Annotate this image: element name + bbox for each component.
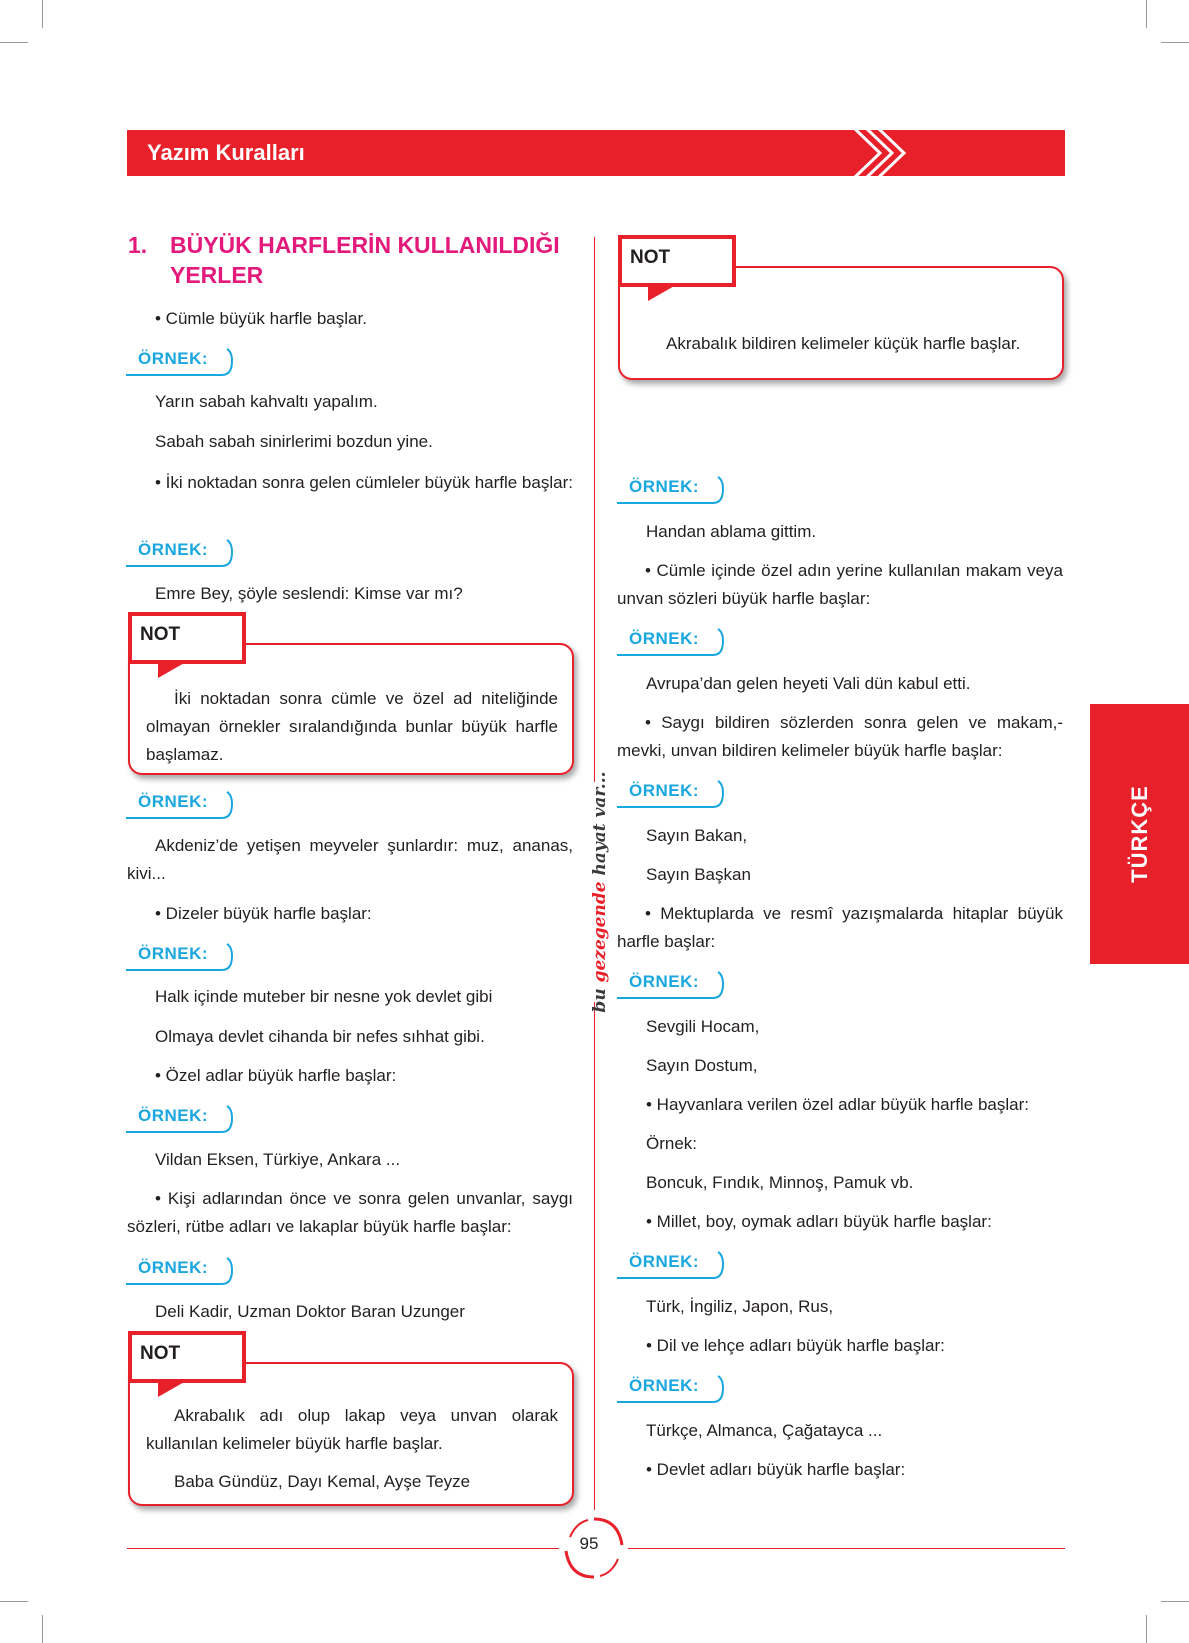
ornek-label-text: ÖRNEK: bbox=[629, 972, 700, 991]
ornek-label-text: ÖRNEK: bbox=[138, 1258, 209, 1277]
note-text: Akrabalık bildiren kelimeler küçük harfle başlar. bbox=[666, 334, 1021, 353]
example-text: Akdeniz’de yetişen meyveler şunlardır: muz, ananas, kivi... bbox=[127, 836, 573, 883]
double-chevron-icon bbox=[852, 126, 922, 180]
crop-mark bbox=[1146, 0, 1147, 28]
ornek-label-text: ÖRNEK: bbox=[138, 1106, 209, 1125]
crop-mark bbox=[1161, 1601, 1189, 1602]
rule-text: • Millet, boy, oymak adları büyük harfle başlar: bbox=[646, 1212, 992, 1231]
note-tag bbox=[128, 612, 246, 670]
note-tag bbox=[128, 1331, 246, 1389]
rule-text: • Cümle içinde özel adın yerine kullanılan makam veya unvan sözleri büyük harfle başlar: bbox=[617, 561, 1063, 608]
ornek-label bbox=[126, 1256, 234, 1286]
example-text: Boncuk, Fındık, Minnoş, Pamuk vb. bbox=[646, 1173, 914, 1192]
ornek-underline-icon bbox=[617, 1250, 725, 1280]
ornek-underline-icon bbox=[126, 790, 234, 820]
ornek-label-text: ÖRNEK: bbox=[629, 1376, 700, 1395]
ornek-label-text: ÖRNEK: bbox=[629, 477, 700, 496]
ornek-label bbox=[617, 627, 725, 657]
ornek-label bbox=[617, 1374, 725, 1404]
rule-text: • Saygı bildiren sözlerden sonra gelen ve makam,-mevki, unvan bildiren kelimeler büyük harfle başlar: bbox=[617, 713, 1063, 760]
ornek-label bbox=[617, 475, 725, 505]
section-title-line: YERLER bbox=[170, 262, 264, 288]
example-text: Emre Bey, şöyle seslendi: Kimse var mı? bbox=[155, 584, 463, 603]
note-tag-icon bbox=[128, 1331, 246, 1399]
rule-text: • Mektuplarda ve resmî yazışmalarda hitaplar büyük harfle başlar: bbox=[617, 904, 1063, 951]
ornek-label bbox=[126, 538, 234, 568]
example-text: Deli Kadir, Uzman Doktor Baran Uzunger bbox=[155, 1302, 465, 1321]
ornek-underline-icon bbox=[126, 538, 234, 568]
crop-mark bbox=[42, 1615, 43, 1643]
rule-text: • Kişi adlarından önce ve sonra gelen unvanlar, saygı sözleri, rütbe adları ve lakaplar büyük harfle başlar: bbox=[127, 1189, 573, 1236]
note-text: Baba Gündüz, Dayı Kemal, Ayşe Teyze bbox=[174, 1472, 471, 1491]
ornek-label bbox=[617, 1250, 725, 1280]
example-text: Vildan Eksen, Türkiye, Ankara ... bbox=[155, 1150, 401, 1169]
ornek-label-text: ÖRNEK: bbox=[629, 629, 700, 648]
chapter-title: Yazım Kuralları bbox=[147, 140, 305, 165]
ornek-label-text: ÖRNEK: bbox=[629, 1252, 700, 1271]
ornek-underline-icon bbox=[126, 347, 234, 377]
example-text: Sayın Başkan bbox=[646, 865, 751, 884]
crop-mark bbox=[0, 1601, 28, 1602]
crop-mark bbox=[1161, 42, 1189, 43]
note-tag bbox=[618, 235, 736, 293]
rule-text: • Özel adlar büyük harfle başlar: bbox=[155, 1066, 397, 1085]
ornek-underline-icon bbox=[126, 1256, 234, 1286]
slogan-part: hayat var... bbox=[590, 771, 610, 882]
page-number: 95 bbox=[579, 1534, 599, 1553]
slogan-part: bu bbox=[590, 982, 610, 1013]
ornek-underline-icon bbox=[126, 942, 234, 972]
ornek-underline-icon bbox=[617, 475, 725, 505]
ornek-label bbox=[126, 942, 234, 972]
crop-mark bbox=[42, 0, 43, 28]
note-tag-icon bbox=[618, 235, 736, 303]
slogan-highlight: gezegende bbox=[590, 881, 610, 983]
ornek-label-text: ÖRNEK: bbox=[138, 944, 209, 963]
rule-text: • İki noktadan sonra gelen cümleler büyük harfle başlar: bbox=[155, 473, 573, 492]
rule-text: • Hayvanlara verilen özel adlar büyük harfle başlar: bbox=[646, 1095, 1029, 1114]
example-text: Türk, İngiliz, Japon, Rus, bbox=[646, 1297, 834, 1316]
rule-text: • Cümle büyük harfle başlar. bbox=[155, 309, 367, 328]
example-text: Türkçe, Almanca, Çağatayca ... bbox=[646, 1421, 883, 1440]
rule-text: • Devlet adları büyük harfle başlar: bbox=[646, 1460, 906, 1479]
example-text: Sayın Bakan, bbox=[646, 826, 748, 845]
example-text: Avrupa’dan gelen heyeti Vali dün kabul etti. bbox=[646, 674, 971, 693]
side-tab-label: TÜRKÇE bbox=[1126, 785, 1152, 883]
example-text: Halk içinde muteber bir nesne yok devlet gibi bbox=[155, 987, 493, 1006]
ornek-label bbox=[126, 1104, 234, 1134]
example-text: Sevgili Hocam, bbox=[646, 1017, 760, 1036]
example-text: Yarın sabah kahvaltı yapalım. bbox=[155, 392, 378, 411]
example-label: Örnek: bbox=[646, 1134, 698, 1153]
ornek-underline-icon bbox=[617, 627, 725, 657]
note-label: NOT bbox=[140, 1343, 181, 1364]
rule-text: • Dizeler büyük harfle başlar: bbox=[155, 904, 372, 923]
slogan bbox=[590, 771, 610, 1012]
ornek-label bbox=[126, 347, 234, 377]
example-text: Sabah sabah sinirlerimi bozdun yine. bbox=[155, 432, 433, 451]
note-label: NOT bbox=[630, 247, 671, 268]
footer-rule bbox=[127, 1548, 559, 1549]
column-divider bbox=[594, 1002, 595, 1510]
example-text: Handan ablama gittim. bbox=[646, 522, 817, 541]
note-label: NOT bbox=[140, 624, 181, 645]
chapter-header bbox=[127, 130, 1065, 176]
ornek-label-text: ÖRNEK: bbox=[629, 781, 700, 800]
crop-mark bbox=[0, 42, 28, 43]
ornek-label bbox=[617, 779, 725, 809]
ornek-underline-icon bbox=[126, 1104, 234, 1134]
footer-rule bbox=[628, 1548, 1065, 1549]
example-text: Sayın Dostum, bbox=[646, 1056, 758, 1075]
section-title-line: BÜYÜK HARFLERİN KULLANILDIĞI bbox=[170, 232, 560, 258]
ornek-label-text: ÖRNEK: bbox=[138, 349, 209, 368]
column-divider bbox=[594, 237, 595, 782]
note-tag-icon bbox=[128, 612, 246, 680]
ornek-label-text: ÖRNEK: bbox=[138, 792, 209, 811]
ornek-label bbox=[126, 790, 234, 820]
rule-text: • Dil ve lehçe adları büyük harfle başlar: bbox=[646, 1336, 945, 1355]
section-number: 1. bbox=[128, 232, 148, 258]
example-text: Olmaya devlet cihanda bir nefes sıhhat gibi. bbox=[155, 1027, 485, 1046]
ornek-label-text: ÖRNEK: bbox=[138, 540, 209, 559]
ornek-underline-icon bbox=[617, 970, 725, 1000]
note-text: Akrabalık adı olup lakap veya unvan olarak kullanılan kelimeler büyük harfle başlar. bbox=[146, 1406, 558, 1453]
ornek-underline-icon bbox=[617, 1374, 725, 1404]
ornek-underline-icon bbox=[617, 779, 725, 809]
crop-mark bbox=[1146, 1615, 1147, 1643]
ornek-label bbox=[617, 970, 725, 1000]
note-text: İki noktadan sonra cümle ve özel ad niteliğinde olmayan örnekler sıralandığında bunlar büyük harfle başlamaz. bbox=[146, 689, 558, 764]
subject-side-tab bbox=[1090, 704, 1189, 964]
